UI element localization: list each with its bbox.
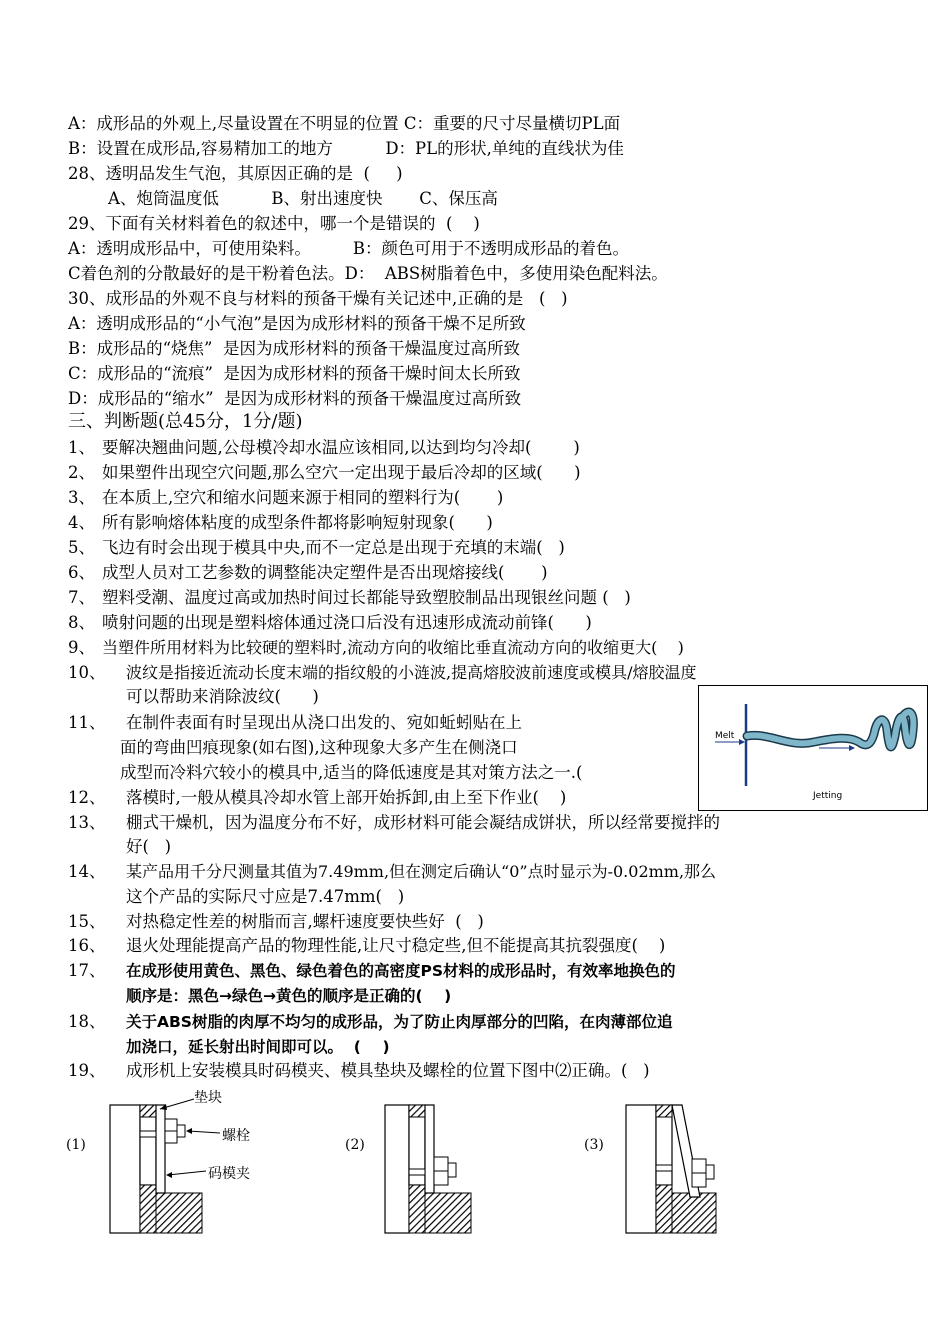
item-number: 14、 [68, 862, 106, 881]
item-number: 18、 [68, 1012, 106, 1031]
item-number: 11、 [68, 713, 106, 732]
item-19-text: 成形机上安装模具时码模夹、模具垫块及螺栓的位置下图中⑵正确。( ) [126, 1061, 650, 1080]
item-16-text: 退火处理能提高产品的物理性能,让尺寸稳定些,但不能提高其抗裂强度( ) [126, 936, 666, 955]
jetting-caption: Jetting [813, 791, 843, 801]
bolt-label: 螺栓 [222, 1128, 250, 1144]
question-29-options-ab: A：透明成形品中，可使用染料。 B：颜色可用于不透明成形品的着色。 [68, 239, 629, 258]
item-13-text: 棚式干燥机，因为温度分布不好，成形材料可能会凝结成饼状，所以经常要搅拌的 [126, 813, 720, 832]
item-number: 5、 [68, 538, 95, 557]
question-29-options-cd: C着色剂的分散最好的是干粉着色法。D： ABS树脂着色中，多使用染色配料法。 [68, 264, 668, 283]
item-14-text-cont: 这个产品的实际尺寸应是7.47mm( ) [126, 887, 405, 906]
item-text: 飞边有时会出现于模具中央,而不一定总是出现于充填的末端( ) [102, 538, 565, 557]
item-number: 13、 [68, 813, 106, 832]
item-11-text-cont: 面的弯曲凹痕现象(如右图),这种现象大多产生在侧浇口 [120, 738, 518, 757]
item-12-text: 落模时,一般从模具冷却水管上部开始拆卸,由上至下作业( ) [126, 788, 567, 807]
item-number: 6、 [68, 563, 95, 582]
item-15-text: 对热稳定性差的树脂而言,螺杆速度要快些好 ( ) [126, 912, 484, 931]
diagram-2 [385, 1105, 471, 1233]
question-28-options: A、炮筒温度低 B、射出速度快 C、保压高 [108, 189, 498, 208]
diagram-2-label: (2) [345, 1137, 365, 1153]
item-number: 9、 [68, 638, 95, 657]
item-number: 17、 [68, 961, 106, 980]
item-number: 3、 [68, 488, 95, 507]
option-line-b: B：设置在成形品,容易精加工的地方 D：PL的形状,单纯的直线状为佳 [68, 139, 624, 158]
item-text: 喷射问题的出现是塑料熔体通过浇口后没有迅速形成流动前锋( ) [102, 613, 592, 632]
option-line-a: A：成形品的外观上,尽量设置在不明显的位置 C：重要的尺寸尽量横切PL面 [68, 114, 621, 133]
melt-label: Melt [715, 731, 735, 741]
item-17-text: 在成形使用黄色、黑色、绿色着色的高密度PS材料的成形品时，有效率地换色的 [126, 962, 676, 980]
item-text: 成型人员对工艺参数的调整能决定塑件是否出现熔接线( ) [102, 563, 548, 582]
diagram-1 [110, 1099, 220, 1233]
item-18-text: 关于ABS树脂的肉厚不均匀的成形品，为了防止肉厚部分的凹陷，在肉薄部位追 [126, 1013, 673, 1031]
item-number: 1、 [68, 438, 95, 457]
item-number: 16、 [68, 936, 106, 955]
item-number: 15、 [68, 912, 106, 931]
item-11-text-cont: 成型而冷料穴较小的模具中,适当的降低速度是其对策方法之一.( [120, 763, 583, 782]
jetting-diagram [699, 686, 927, 810]
pad-label: 垫块 [194, 1090, 222, 1106]
question-30-option-d: D：成形品的“缩水” 是因为成形材料的预备干燥温度过高所致 [68, 389, 522, 408]
item-18-text-cont: 加浇口，延长射出时间即可以。 ( ) [126, 1038, 390, 1056]
item-14-text: 某产品用千分尺测量其值为7.49mm,但在测定后确认“0”点时显示为-0.02mm,那么 [126, 862, 717, 881]
question-30: 30、成形品的外观不良与材料的预备干燥有关记述中,正确的是 ( ) [68, 289, 568, 308]
item-number: 2、 [68, 463, 95, 482]
diagram-3-label: (3) [584, 1137, 604, 1153]
clamp-diagram [60, 1085, 740, 1245]
jetting-figure [698, 685, 928, 811]
item-number: 7、 [68, 588, 95, 607]
item-11-text: 在制件表面有时呈现出从浇口出发的、宛如蚯蚓贴在上 [126, 713, 522, 732]
item-number: 8、 [68, 613, 95, 632]
item-17-text-cont: 顺序是：黑色→绿色→黄色的顺序是正确的( ) [126, 987, 452, 1005]
clamp-figure [60, 1085, 740, 1245]
item-13-text-cont: 好( ) [126, 837, 172, 856]
question-30-option-b: B：成形品的“烧焦” 是因为成形材料的预备干燥温度过高所致 [68, 339, 520, 358]
item-10-text: 波纹是指接近流动长度末端的指纹般的小涟波,提高熔胶波前速度或模具/熔胶温度 [126, 663, 697, 682]
clamp-label: 码模夹 [208, 1166, 250, 1182]
question-28: 28、透明品发生气泡，其原因正确的是 ( ) [68, 164, 403, 183]
item-number: 12、 [68, 788, 106, 807]
question-30-option-a: A：透明成形品的“小气泡”是因为成形材料的预备干燥不足所致 [68, 314, 526, 333]
item-number: 4、 [68, 513, 95, 532]
question-29: 29、下面有关材料着色的叙述中，哪一个是错误的 ( ) [68, 214, 480, 233]
item-text: 在本质上,空穴和缩水问题来源于相同的塑料行为( ) [102, 488, 504, 507]
question-30-option-c: C：成形品的“流痕” 是因为成形材料的预备干燥时间太长所致 [68, 364, 521, 383]
section-heading: 三、判断题(总45分，1分/题) [68, 411, 303, 432]
item-text: 塑料受潮、温度过高或加热时间过长都能导致塑胶制品出现银丝问题 ( ) [102, 588, 631, 607]
item-number: 10、 [68, 663, 106, 682]
item-text: 如果塑件出现空穴问题,那么空穴一定出现于最后冷却的区域( ) [102, 463, 581, 482]
diagram-3 [626, 1105, 716, 1233]
item-number: 19、 [68, 1061, 106, 1080]
item-text: 当塑件所用材料为比较硬的塑料时,流动方向的收缩比垂直流动方向的收缩更大( ) [102, 638, 684, 657]
item-text: 要解决翘曲问题,公母模冷却水温应该相同,以达到均匀冷却( ) [102, 438, 580, 457]
item-text: 所有影响熔体粘度的成型条件都将影响短射现象( ) [102, 513, 493, 532]
item-10-text-cont: 可以帮助来消除波纹( ) [126, 687, 319, 706]
diagram-1-label: (1) [66, 1137, 86, 1153]
